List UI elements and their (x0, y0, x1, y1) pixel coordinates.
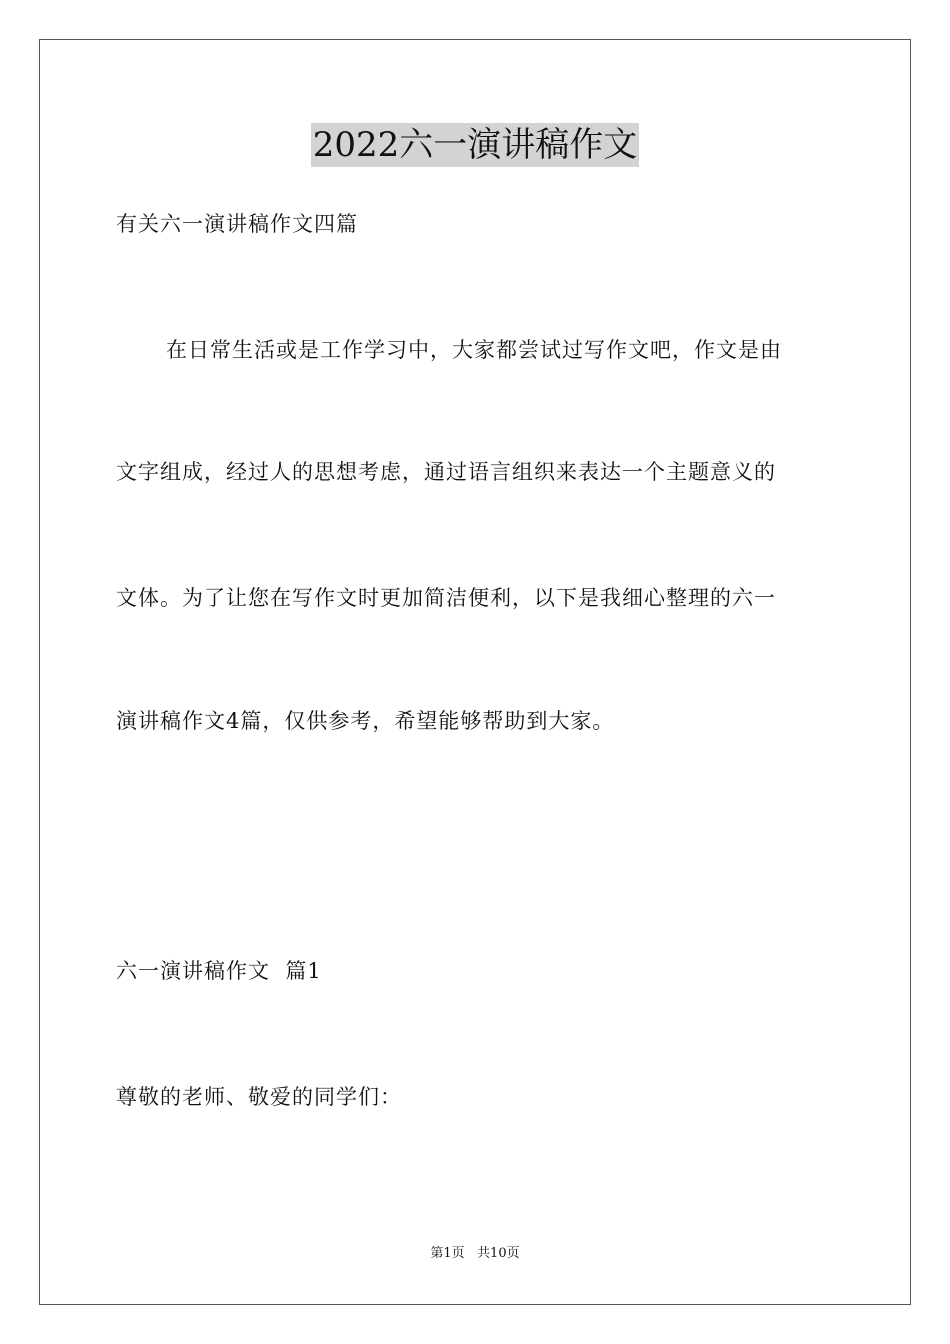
intro-line-1: 在日常生活或是工作学习中，大家都尝试过写作文吧，作文是由 (166, 338, 782, 362)
intro-line-3: 文体。为了让您在写作文时更加简洁便利，以下是我细心整理的六一 (116, 586, 776, 610)
page-footer (0, 1244, 950, 1264)
document-subtitle: 有关六一演讲稿作文四篇 (116, 212, 358, 236)
title-container (0, 123, 950, 167)
intro-line-2: 文字组成，经过人的思想考虑，通过语言组织来表达一个主题意义的 (116, 460, 776, 484)
page-number-label: 第1页 共10页 (430, 1246, 520, 1261)
salutation: 尊敬的老师、敬爱的同学们： (116, 1085, 402, 1109)
document-title: 2022六一演讲稿作文 (312, 125, 638, 165)
intro-line-4: 演讲稿作文4篇，仅供参考，希望能够帮助到大家。 (116, 709, 615, 733)
section-heading: 六一演讲稿作文 篇1 (116, 959, 322, 983)
